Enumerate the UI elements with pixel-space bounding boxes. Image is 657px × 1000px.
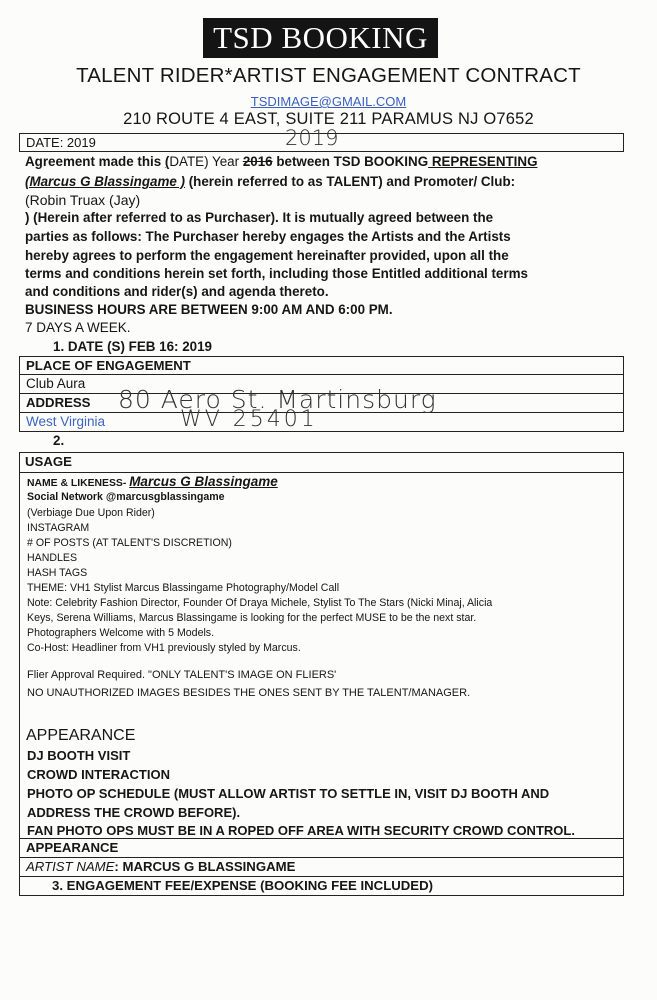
date-handwritten: 2019 (285, 126, 339, 150)
usage-line-5: HASH TAGS (27, 567, 88, 579)
agreement-line-2: (Marcus G Blassingame ) (herein referred to as TALENT) and Promoter/ Club: (25, 174, 516, 189)
agreement-line-8: and conditions and rider(s) and agenda thereto. (25, 284, 329, 299)
appearance-item-3: PHOTO OP SCHEDULE (MUST ALLOW ARTIST TO SETTLE IN, VISIT DJ BOOTH AND (27, 786, 550, 801)
artist-name-line: ARTIST NAME: MARCUS G BLASSINGAME (26, 859, 296, 874)
usage-line-9: Photographers Welcome with 5 Models. (27, 627, 215, 639)
talent-name: (Marcus G Blassingame ) (25, 174, 185, 189)
section-2-heading: 2. (53, 433, 65, 448)
flier-approval: Flier Approval Required. "ONLY TALENT'S IMAGE ON FLIERS' (27, 669, 337, 681)
agreement-line-1: Agreement made this (DATE) Year 2016 between TSD BOOKING REPRESENTING (25, 154, 538, 169)
no-unauthorized-images: NO UNAUTHORIZED IMAGES BESIDES THE ONES SENT BY THE TALENT/MANAGER. (27, 687, 471, 699)
contract-title: TALENT RIDER*ARTIST ENGAGEMENT CONTRACT (76, 64, 581, 87)
appearance-item-4: ADDRESS THE CROWD BEFORE). (27, 805, 241, 820)
date-label: DATE: 2019 (26, 135, 96, 150)
state-name: West Virginia (26, 414, 106, 429)
agreement-line-4: ) (Herein after referred to as Purchaser). It is mutually agreed between the (25, 210, 494, 225)
usage-line-8: Keys, Serena Williams, Marcus Blassingame is looking for the perfect MUSE to be the next star. (27, 612, 477, 624)
address-handwritten: 80 Aero St. Martinsburg (118, 385, 437, 414)
place-label: PLACE OF ENGAGEMENT (26, 358, 191, 373)
address-row (19, 385, 624, 414)
social-network: Social Network @marcusgblassingame (27, 491, 225, 503)
contact-email-link[interactable]: TSDIMAGE@GMAIL.COM (250, 94, 407, 109)
struck-year: 2016 (242, 154, 273, 169)
usage-label: USAGE (25, 454, 72, 469)
promoter-name: (Robin Truax (Jay) (25, 192, 141, 208)
state-handwritten: WV 25401 (180, 407, 318, 432)
appearance-item-2: CROWD INTERACTION (27, 767, 170, 782)
usage-line-2: INSTAGRAM (27, 522, 90, 534)
name-likeness-line: NAME & LIKENESS- Marcus G Blassingame (27, 474, 278, 489)
appearance-heading: APPEARANCE (26, 727, 136, 744)
state-row (19, 407, 624, 432)
company-address: 210 ROUTE 4 EAST, SUITE 211 PARAMUS NJ O7652 (123, 110, 534, 128)
section-3-heading: 3. ENGAGEMENT FEE/EXPENSE (BOOKING FEE INCLUDED) (52, 878, 434, 893)
appearance-item-1: DJ BOOTH VISIT (27, 748, 131, 763)
artist-name-row (19, 858, 624, 877)
section-3-row (19, 877, 624, 896)
venue-name: Club Aura (26, 376, 86, 391)
date-row (19, 126, 624, 152)
days-a-week: 7 DAYS A WEEK. (25, 320, 131, 335)
agreement-line-6: hereby agrees to perform the engagement hereinafter provided, upon all the (25, 248, 509, 263)
appearance-label: APPEARANCE (26, 840, 119, 855)
usage-line-4: HANDLES (27, 552, 78, 564)
place-of-engagement-row (19, 356, 624, 375)
appearance-row (19, 839, 624, 858)
usage-line-6: THEME: VH1 Stylist Marcus Blassingame Photography/Model Call (27, 582, 340, 594)
usage-line-7: Note: Celebrity Fashion Director, Founder Of Draya Michele, Stylist To The Stars (Nicki Minaj, Alicia (27, 597, 493, 609)
section-1-heading: 1. DATE (S) FEB 16: 2019 (53, 339, 213, 354)
likeness-name: Marcus G Blassingame (129, 474, 278, 489)
address-label: ADDRESS (26, 395, 91, 410)
usage-line-1: (Verbiage Due Upon Rider) (27, 507, 155, 519)
appearance-item-5: FAN PHOTO OPS MUST BE IN A ROPED OFF AREA WITH SECURITY CROWD CONTROL. (27, 823, 575, 838)
agreement-line-5: parties as follows: The Purchaser hereby engages the Artists and the Artists (25, 229, 511, 244)
agreement-line-7: terms and conditions herein set forth, including those Entitled additional terms (25, 266, 528, 281)
tsd-booking-logo: TSD BOOKING (203, 18, 438, 58)
usage-line-10: Co-Host: Headliner from VH1 previously styled by Marcus. (27, 642, 301, 654)
usage-line-3: # OF POSTS (AT TALENT'S DISCRETION) (27, 537, 232, 549)
business-hours: BUSINESS HOURS ARE BETWEEN 9:00 AM AND 6:00 PM. (25, 302, 393, 317)
